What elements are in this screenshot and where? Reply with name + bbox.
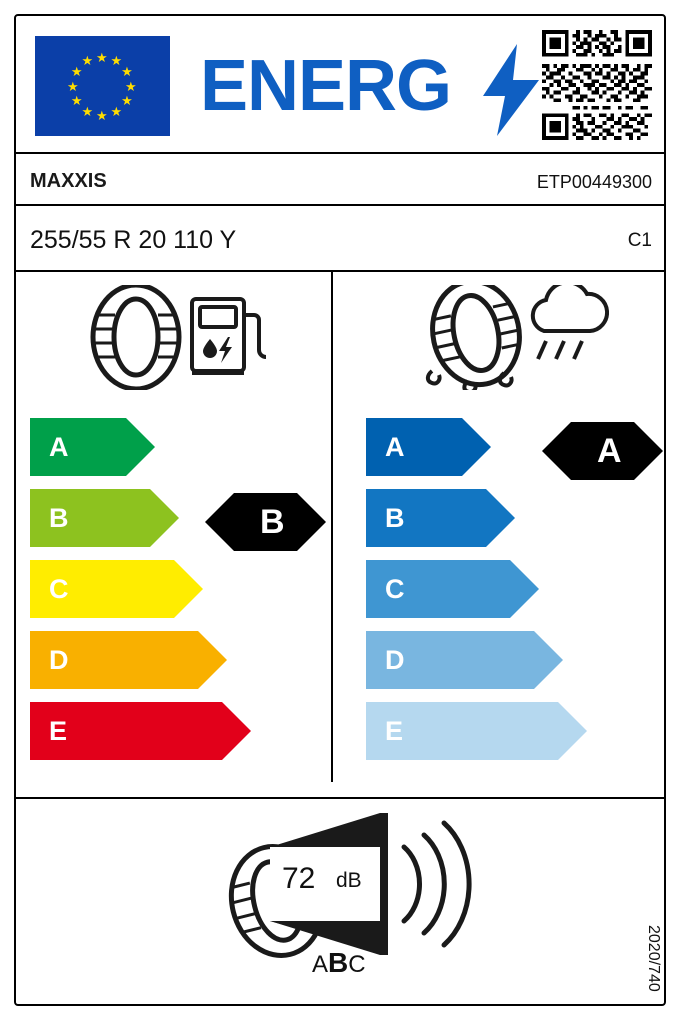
fuel-letter: C: [49, 573, 69, 604]
divider-3: [16, 270, 664, 272]
tyre-icon: [93, 285, 179, 389]
fuel-bar-a: [30, 418, 222, 476]
fuel-bar-b: [30, 489, 222, 547]
fuel-letter: D: [49, 644, 69, 675]
fuel-pump-icon: [192, 299, 266, 373]
tyre-icon: [424, 285, 529, 390]
wet-bar-b: [366, 489, 558, 547]
eu-star: ★: [125, 78, 137, 94]
eu-star: ★: [67, 78, 79, 94]
divider-1: [16, 152, 664, 154]
splash-icon: [428, 371, 512, 390]
lightning-bolt-icon: [483, 44, 539, 136]
eu-star: ★: [121, 93, 133, 108]
bar-arrow-tip: [174, 560, 203, 618]
divider-2: [16, 204, 664, 206]
bar-arrow-tip: [126, 418, 155, 476]
fuel-letter: A: [49, 431, 69, 462]
noise-value: 72: [282, 862, 316, 895]
fuel-letter: B: [49, 502, 69, 533]
fuel-bar-c: [30, 560, 222, 618]
fuel-bar-d: [30, 631, 222, 689]
wet-bar-d: [366, 631, 558, 689]
fuel-letter: E: [49, 715, 68, 746]
vehicle-class: C1: [627, 230, 652, 251]
regulation-date: 2020/740: [645, 925, 662, 992]
wet-letter: D: [385, 644, 405, 675]
wet-letter: A: [385, 431, 405, 462]
wet-grip-grade: [571, 422, 634, 480]
rain-cloud-icon: [533, 285, 607, 359]
fuel-grade-letter: B: [260, 502, 285, 541]
wet-letter: C: [385, 573, 405, 604]
bar-arrow-tip: [222, 702, 251, 760]
wet-grade-letter: A: [597, 431, 622, 470]
eu-star: ★: [81, 53, 94, 69]
eu-star: ★: [70, 93, 83, 108]
brand-name: MAXXIS: [30, 170, 107, 192]
bar-arrow-tip: [486, 489, 515, 547]
wet-grip-scale: [366, 418, 558, 773]
wet-bar-a: [366, 418, 558, 476]
noise-unit: dB: [336, 869, 362, 892]
noise-class-c: C: [348, 951, 366, 978]
qr-code: [542, 30, 652, 140]
fuel-efficiency-pictogram: [88, 285, 268, 395]
wet-bar-e: [366, 702, 558, 760]
eu-star: ★: [81, 103, 94, 119]
eu-star: ★: [96, 49, 108, 65]
noise-class-scale: [312, 947, 366, 979]
tyre-code: ETP00449300: [536, 172, 652, 192]
fuel-bar-e: [30, 702, 222, 760]
bar-arrow-tip: [198, 631, 227, 689]
bar-arrow-tip: [510, 560, 539, 618]
wet-bar-c: [366, 560, 558, 618]
page-title: ENERG: [200, 46, 452, 126]
eu-flag: [35, 36, 170, 136]
bar-arrow-tip: [150, 489, 179, 547]
column-divider: [331, 272, 333, 782]
fuel-efficiency-grade: [234, 493, 297, 551]
eu-star: ★: [110, 53, 123, 69]
eu-star: ★: [110, 103, 123, 119]
noise-class-a: A: [312, 951, 329, 978]
wet-letter: B: [385, 502, 405, 533]
tyre-size: 255/55 R 20 110 Y: [30, 226, 237, 254]
eu-star: ★: [70, 64, 83, 79]
noise-class-b: B: [328, 947, 349, 978]
wet-letter: E: [385, 715, 404, 746]
fuel-efficiency-scale: [30, 418, 222, 773]
wet-grip-pictogram: [424, 285, 609, 395]
eu-star: ★: [121, 64, 133, 79]
bar-arrow-tip: [534, 631, 563, 689]
bar-arrow-tip: [462, 418, 491, 476]
bar-arrow-tip: [558, 702, 587, 760]
eu-star: ★: [96, 107, 108, 123]
